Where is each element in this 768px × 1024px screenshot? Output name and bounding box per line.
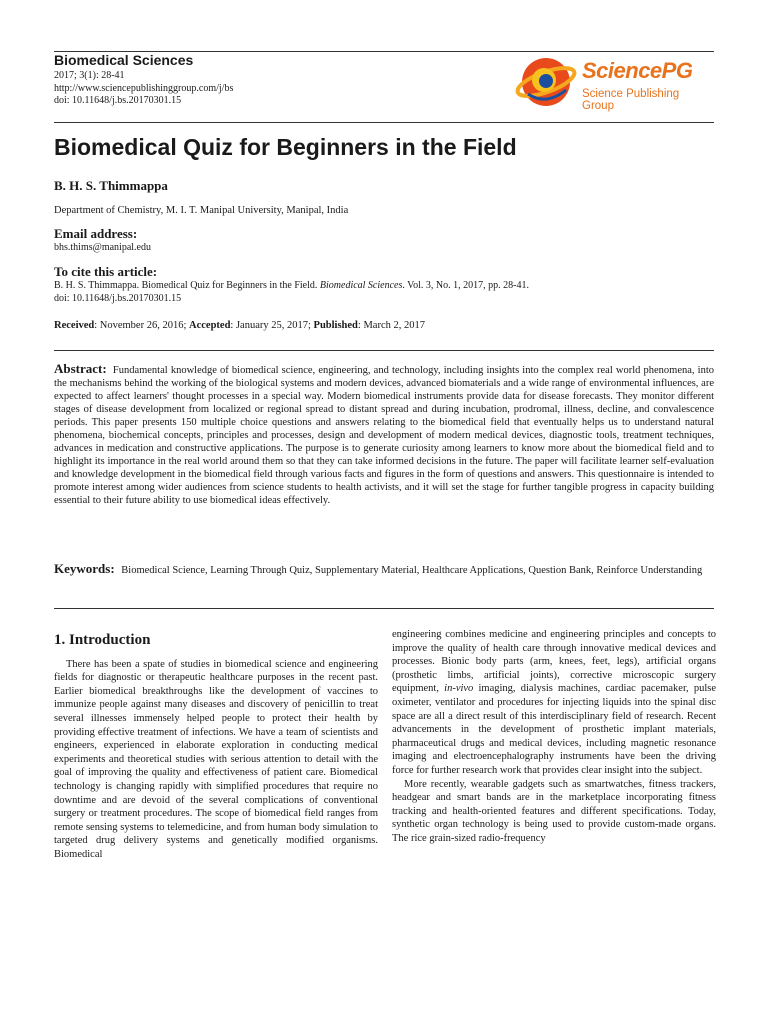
citation-volume: . Vol. 3, No. 1, 2017, pp. 28-41. xyxy=(402,280,529,291)
received-date: : November 26, 2016; xyxy=(94,320,187,331)
abstract-text: Fundamental knowledge of biomedical science, engineering, and technology, including insights into the complex real world phenomena, into the mechanisms behind the working of the biological systems and modern devices, advanced biomaterials and a wide range of environmental influences, are expected to affect learners' thought processes in a special way. Modern biomedical instruments provide data for disease forecasts. They monitor different stages of disease development from localized or regional spread to distant spread and during incubation, prodromal, illness, decline, and convalescence periods. This paper presents 150 multiple choice questions and answers relating to the biomedical field that eventually helps us to understand natural phenomena, biochemical concepts, principles and processes, design and development of modern medical devices, diagnostic tools, treatment techniques, advances in medication and constructive applications. The purpose is to generate curiosity among learners to know more about the biomedical field and to highlight its importance in the real world around them so that they can take informed decisions in the future. The paper will facilitate learner self-evaluation and knowledge development in the biomedical field through various facts and figures in the form of questions and answers. This questionnaire is intended to promote interest among wider audiences from science students to health activists, and it will set the stage for further tangible progress in capacity building essential to their future ability to use biomedical ideas effectively. xyxy=(54,365,715,506)
journal-issue: 2017; 3(1): 28-41 xyxy=(54,70,125,81)
published-label: Published xyxy=(313,320,358,331)
sciencepg-emblem-icon xyxy=(514,50,578,114)
header-bottom-rule xyxy=(54,122,714,123)
cite-label: To cite this article: xyxy=(54,264,158,279)
citation-doi: doi: 10.11648/j.bs.20170301.15 xyxy=(54,292,182,304)
intro-paragraph-3: More recently, wearable gadgets such as smartwatches, fitness trackers, headgear and smart bands are in the marketplace incorporating fitness tracking and health-oriented features and different specifications. Today, synthetic organ technology is being used to provide custom-made organs. The rice grain-sized radio-frequency xyxy=(392,778,716,844)
logo-wordmark: SciencePG xyxy=(582,58,693,83)
citation-block xyxy=(54,264,714,305)
intro-paragraph-1: There has been a spate of studies in biomedical science and engineering fields for diagnostic or therapeutic healthcare purposes in the recent past. Earlier biomedical breakthroughs like the development of vaccines to immunize people against many diseases and discovery of penicillin to treat several illnesses immensely helped people to protect their health by providing effective treatment of infections. We have a team of scientists and engineers, experienced in elaborate exploration in conducting medical experiments and theoretical studies with serious attention to detail with the goal of improving the quality and effectiveness of patient care. Biomedical technology is changing rapidly with simplified procedures that require no downtime and are devoid of the several complications of conventional surgery or treatment procedures. The scope of biomedical field ranges from remote sensing systems to telemedicine, and from human body simulation to targeted drug delivery systems and genetically modified organisms. Biomedical xyxy=(54,658,378,860)
published-date: : March 2, 2017 xyxy=(357,320,425,331)
citation-text xyxy=(54,280,714,293)
citation-part: B. H. S. Thimmappa. Biomedical Quiz for Beginners in the Field. xyxy=(54,280,318,291)
abstract xyxy=(54,362,714,507)
left-column xyxy=(54,632,378,862)
logo-subtitle: Science Publishing Group xyxy=(582,88,680,112)
accepted-date: : January 25, 2017; xyxy=(230,320,311,331)
author-affiliation: Department of Chemistry, M. I. T. Manipal University, Manipal, India xyxy=(54,205,349,216)
abstract-label: Abstract: xyxy=(54,361,107,376)
journal-name: Biomedical Sciences xyxy=(54,52,194,68)
citation-journal: Biomedical Sciences xyxy=(319,280,403,291)
email-label: Email address: xyxy=(54,226,138,241)
article-title: Biomedical Quiz for Beginners in the Field xyxy=(54,134,517,160)
received-label: Received xyxy=(54,320,95,331)
keywords-list: Biomedical Science, Learning Through Quiz, Supplementary Material, Healthcare Applications, Question Bank, Reinforce Understanding xyxy=(121,565,703,576)
paragraph-text-cont: imaging, dialysis machines, cardiac pacemaker, pulse oximeter, ventilator and procedures for injecting liquids into the spinal disc space are all a direct result of this interdisciplinary field of research. Recent advancements in the development of prosthetic implant materials, pharmaceutical drugs and medical devices, including magnetic resonance imaging and electroencephalography instruments have been the driving force for further research work that provides clear insight into the subject. xyxy=(392,683,717,776)
intro-paragraph-2 xyxy=(392,628,716,778)
section-heading: 1. Introduction xyxy=(54,632,151,648)
dates-line xyxy=(54,320,425,333)
body-top-rule xyxy=(54,608,714,609)
email-address[interactable]: bhs.thims@manipal.edu xyxy=(54,242,151,253)
journal-header xyxy=(54,52,714,122)
paragraph-text: engineering combines medicine and engineering principles and concepts to improve the quality of health care through innovative medical devices and processes. Bionic body parts (arm, knees, feet, legs), artificial organs (prosthetic limbs, artificial joints), corrective microscopic surgery equipment, xyxy=(392,629,716,695)
journal-doi: doi: 10.11648/j.bs.20170301.15 xyxy=(54,95,182,106)
keywords-label: Keywords: xyxy=(54,561,115,576)
keywords xyxy=(54,562,714,578)
sciencepg-logo xyxy=(514,52,714,112)
email-block xyxy=(54,226,151,255)
accepted-label: Accepted xyxy=(189,320,231,331)
right-column xyxy=(392,628,716,846)
paragraph-italic: in-vivo xyxy=(444,683,474,695)
article-author: B. H. S. Thimmappa xyxy=(54,178,168,193)
abstract-top-rule xyxy=(54,350,714,351)
journal-url[interactable]: http://www.sciencepublishinggroup.com/j/bs xyxy=(54,82,234,94)
